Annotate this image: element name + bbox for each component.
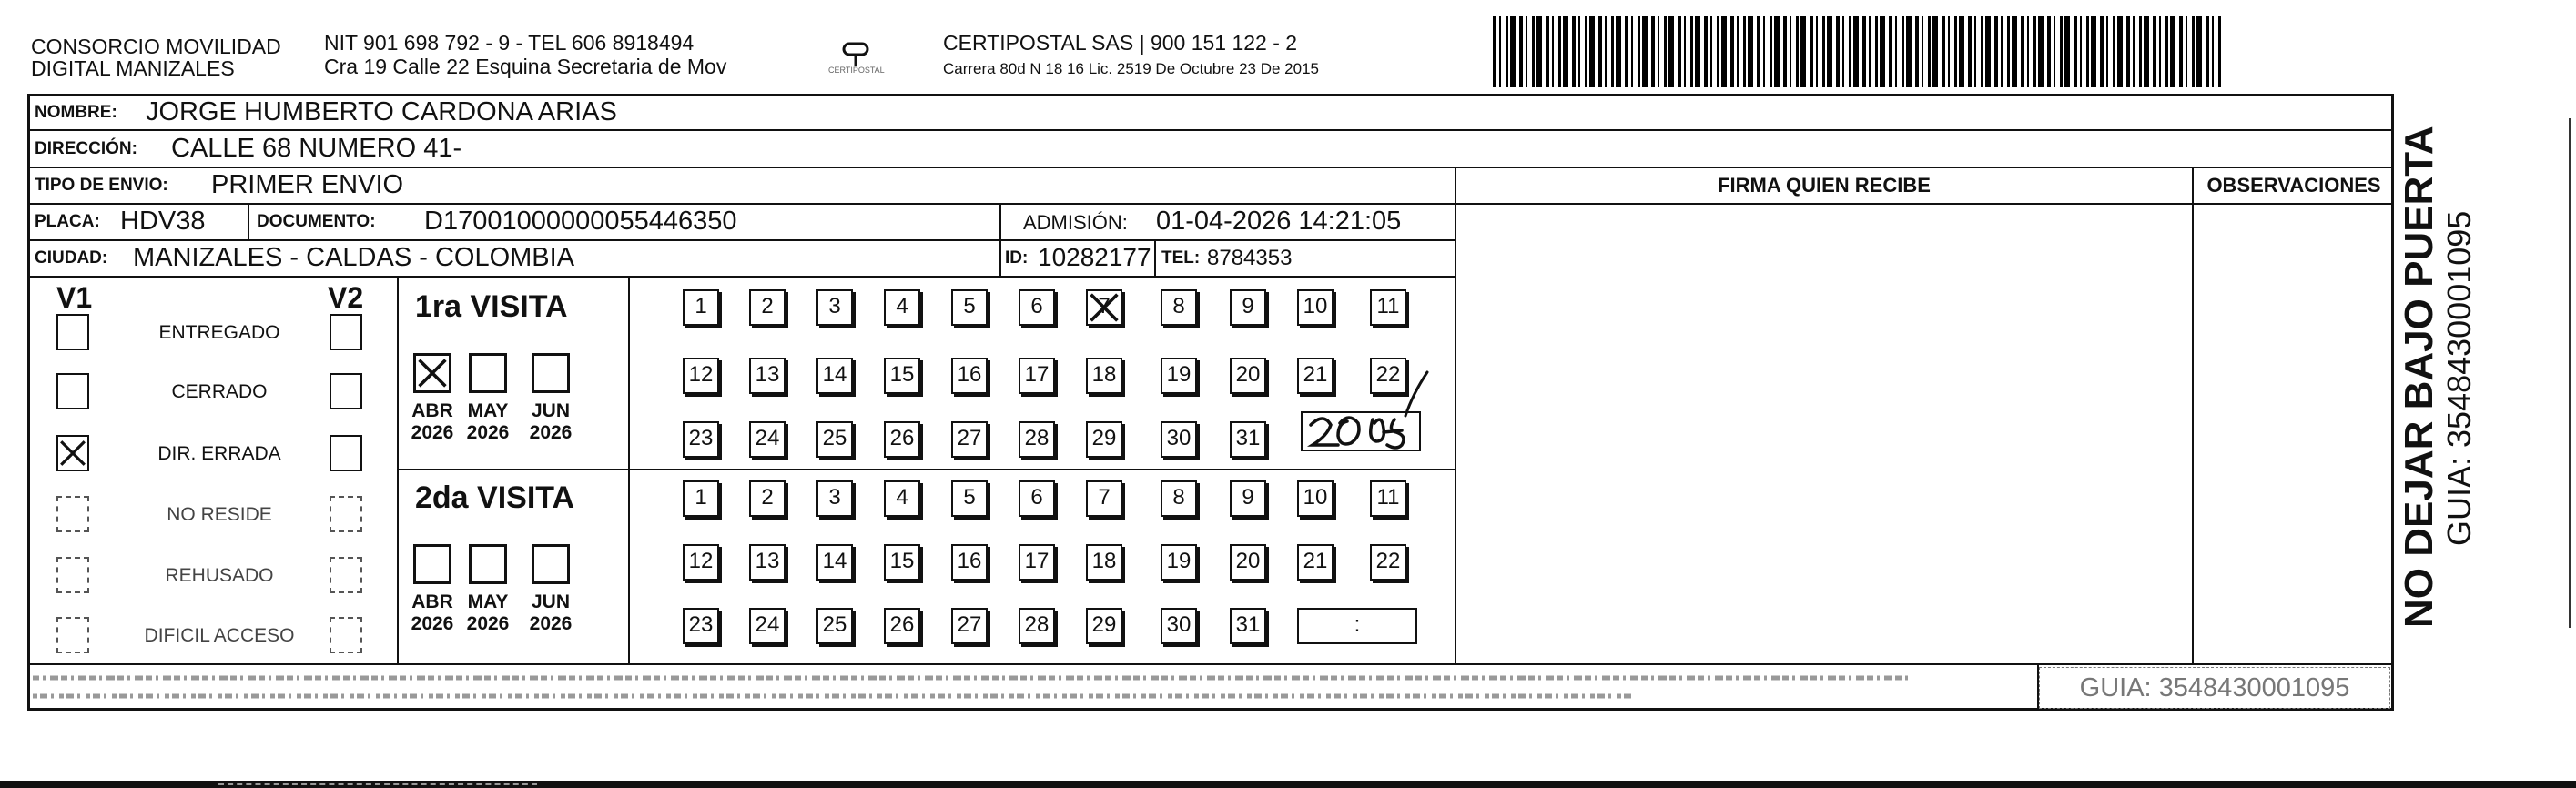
signature-area[interactable]	[1458, 205, 2190, 662]
visit1-title: 1ra VISITA	[415, 289, 568, 324]
month-label: ABR	[411, 400, 453, 421]
day-number: 23	[688, 612, 714, 637]
id-label: ID:	[1005, 248, 1029, 268]
edge-mark	[2569, 118, 2571, 628]
v1-header: V1	[56, 281, 93, 314]
side-warning: NO DEJAR BAJO PUERTA	[2397, 126, 2441, 628]
year-label: 2026	[411, 613, 454, 634]
day-box[interactable]	[1019, 358, 1055, 394]
v1-checkbox[interactable]	[56, 496, 89, 532]
v1-checkbox[interactable]	[56, 373, 89, 409]
day-box[interactable]	[1230, 544, 1266, 581]
day-box[interactable]	[1230, 421, 1266, 458]
day-box[interactable]	[951, 480, 988, 517]
day-box[interactable]	[1086, 480, 1122, 517]
visit2-title: 2da VISITA	[415, 480, 575, 515]
day-number: 15	[889, 549, 915, 573]
day-number: 1	[695, 294, 707, 318]
tipo-envio-value: PRIMER ENVIO	[211, 170, 404, 199]
certipostal-line: CERTIPOSTAL SAS | 900 151 122 - 2	[943, 31, 1298, 55]
day-number: 9	[1242, 294, 1254, 318]
year-label: 2026	[529, 613, 573, 634]
day-box[interactable]	[683, 608, 719, 644]
ciudad-value: MANIZALES - CALDAS - COLOMBIA	[133, 243, 575, 272]
day-box[interactable]	[816, 421, 853, 458]
status-label: CERRADO	[171, 381, 268, 402]
day-number: 5	[963, 294, 976, 318]
day-number: 9	[1242, 485, 1254, 510]
status-label: ENTREGADO	[158, 322, 280, 343]
year-label: 2026	[411, 422, 454, 443]
day-box[interactable]	[1086, 358, 1122, 394]
day-number: 28	[1024, 426, 1050, 450]
status-label: DIR. ERRADA	[157, 443, 281, 464]
day-number: 14	[822, 362, 847, 387]
direccion-label: DIRECCIÓN:	[35, 139, 137, 158]
bottom-dash	[218, 783, 537, 785]
day-number: 8	[1172, 485, 1185, 510]
tel-value: 8784353	[1207, 246, 1293, 270]
day-number: 22	[1375, 362, 1401, 387]
nit-line: NIT 901 698 792 - 9 - TEL 606 8918494	[324, 31, 695, 55]
day-number: 19	[1166, 549, 1192, 573]
placa-value: HDV38	[120, 207, 206, 236]
month-label: JUN	[531, 400, 570, 421]
year-label: 2026	[529, 422, 573, 443]
day-box[interactable]	[1370, 289, 1406, 326]
day-box[interactable]	[1370, 544, 1406, 581]
day-number: 20	[1235, 362, 1261, 387]
day-box[interactable]	[1086, 289, 1122, 326]
v2-checkbox[interactable]	[330, 435, 362, 471]
day-box[interactable]	[816, 480, 853, 517]
day-number: 17	[1024, 549, 1050, 573]
day-box[interactable]	[1230, 608, 1266, 644]
day-number: 16	[957, 362, 982, 387]
day-number: 15	[889, 362, 915, 387]
v1-checkbox[interactable]	[56, 435, 89, 471]
day-box[interactable]	[951, 421, 988, 458]
day-number: 3	[828, 294, 841, 318]
placa-label: PLACA:	[35, 212, 100, 231]
documento-label: DOCUMENTO:	[257, 212, 376, 231]
day-box[interactable]	[884, 480, 920, 517]
day-number: 24	[755, 612, 780, 637]
day-number: 2	[761, 485, 774, 510]
day-box[interactable]	[951, 544, 988, 581]
day-number: 13	[755, 362, 780, 387]
day-number: 21	[1303, 549, 1328, 573]
day-box[interactable]	[1019, 421, 1055, 458]
month-checkbox[interactable]	[469, 353, 507, 393]
day-number: 10	[1303, 294, 1328, 318]
day-box[interactable]	[1230, 289, 1266, 326]
day-box[interactable]	[816, 358, 853, 394]
admision-value: 01-04-2026 14:21:05	[1156, 207, 1402, 236]
day-number: 11	[1376, 294, 1400, 318]
day-number: 28	[1024, 612, 1050, 637]
logo-caption: CERTIPOSTAL	[828, 66, 885, 75]
admision-label: ADMISIÓN:	[1023, 211, 1128, 234]
status-label: DIFICIL ACCESO	[144, 625, 295, 646]
month-checkbox[interactable]	[532, 353, 570, 393]
day-number: 12	[688, 549, 714, 573]
day-number: 24	[755, 426, 780, 450]
nombre-value: JORGE HUMBERTO CARDONA ARIAS	[146, 97, 617, 126]
status-label: REHUSADO	[165, 565, 274, 586]
observations-area[interactable]	[2196, 205, 2392, 662]
day-number: 27	[957, 426, 982, 450]
day-box[interactable]	[749, 421, 786, 458]
day-box[interactable]	[749, 544, 786, 581]
day-box[interactable]	[1161, 544, 1197, 581]
day-box[interactable]	[683, 421, 719, 458]
month-checkbox[interactable]	[469, 544, 507, 584]
day-box[interactable]	[1161, 421, 1197, 458]
day-number: 14	[822, 549, 847, 573]
day-number: 13	[755, 549, 780, 573]
day-box[interactable]	[749, 358, 786, 394]
day-box[interactable]	[1161, 480, 1197, 517]
year-label: 2026	[466, 613, 510, 634]
day-box[interactable]	[1019, 289, 1055, 326]
v1-checkbox[interactable]	[56, 557, 89, 593]
day-number: 8	[1172, 294, 1185, 318]
day-box[interactable]	[683, 358, 719, 394]
v2-checkbox[interactable]	[330, 617, 362, 653]
day-box[interactable]	[1297, 480, 1334, 517]
day-number: 2	[761, 294, 774, 318]
tipo-envio-label: TIPO DE ENVIO:	[35, 176, 168, 195]
day-number: 23	[688, 426, 714, 450]
address-line: Cra 19 Calle 22 Esquina Secretaria de Mov	[324, 55, 727, 78]
day-box[interactable]	[1019, 608, 1055, 644]
day-box[interactable]	[749, 480, 786, 517]
company-name-line1: CONSORCIO MOVILIDAD	[31, 35, 281, 58]
day-number: 12	[688, 362, 714, 387]
nombre-label: NOMBRE:	[35, 103, 117, 122]
barcode-icon	[1493, 16, 2221, 87]
day-box[interactable]	[816, 608, 853, 644]
day-number: 17	[1024, 362, 1050, 387]
day-number: 31	[1235, 612, 1261, 637]
day-box[interactable]	[1161, 608, 1197, 644]
day-box[interactable]	[951, 289, 988, 326]
day-number: 4	[896, 485, 908, 510]
day-box[interactable]	[884, 289, 920, 326]
day-box[interactable]	[884, 421, 920, 458]
v2-checkbox[interactable]	[330, 557, 362, 593]
v1-checkbox[interactable]	[56, 617, 89, 653]
day-number: 16	[957, 549, 982, 573]
day-box[interactable]	[1086, 421, 1122, 458]
month-checkbox[interactable]	[532, 544, 570, 584]
day-box[interactable]	[1230, 480, 1266, 517]
day-box[interactable]	[1019, 480, 1055, 517]
day-number: 19	[1166, 362, 1192, 387]
day-box[interactable]	[683, 289, 719, 326]
day-box[interactable]	[816, 544, 853, 581]
day-number: 25	[822, 426, 847, 450]
day-number: 30	[1166, 426, 1192, 450]
day-number: 11	[1376, 485, 1400, 510]
day-box[interactable]	[1086, 608, 1122, 644]
year-label: 2026	[466, 422, 510, 443]
visit2-time-box[interactable]: :	[1297, 608, 1417, 644]
day-box[interactable]	[1019, 544, 1055, 581]
v2-checkbox[interactable]	[330, 496, 362, 532]
day-box[interactable]	[884, 358, 920, 394]
day-number: 7	[1098, 485, 1111, 510]
day-number: 27	[957, 612, 982, 637]
day-number: 18	[1091, 362, 1117, 387]
day-box[interactable]	[1086, 544, 1122, 581]
direccion-value: CALLE 68 NUMERO 41-	[171, 134, 462, 163]
footer-guia: GUIA: 3548430001095	[2039, 667, 2390, 709]
observaciones-header: OBSERVACIONES	[2206, 174, 2381, 197]
month-checkbox[interactable]	[413, 544, 451, 584]
day-number: 6	[1030, 294, 1043, 318]
day-number: 26	[889, 612, 915, 637]
day-box[interactable]	[749, 289, 786, 326]
v1-checkbox[interactable]	[56, 314, 89, 350]
day-box[interactable]	[1161, 289, 1197, 326]
day-number: 4	[896, 294, 908, 318]
day-box[interactable]	[884, 608, 920, 644]
day-number: 3	[828, 485, 841, 510]
visit1-handwritten-time	[1293, 369, 1429, 464]
license-line: Carrera 80d N 18 16 Lic. 2519 De Octubre 23 De 2015	[943, 60, 1319, 77]
v2-checkbox[interactable]	[330, 373, 362, 409]
visit1-time-text	[1309, 409, 1310, 410]
day-number: 1	[695, 485, 707, 510]
tel-label: TEL:	[1161, 248, 1201, 268]
firma-header: FIRMA QUIEN RECIBE	[1718, 174, 1931, 197]
documento-value: D17001000000055446350	[424, 207, 737, 236]
day-box[interactable]	[884, 544, 920, 581]
day-number: 18	[1091, 549, 1117, 573]
day-box[interactable]	[683, 480, 719, 517]
day-box[interactable]	[1161, 358, 1197, 394]
fine-print	[33, 669, 2026, 705]
day-box[interactable]	[1370, 480, 1406, 517]
day-number: 29	[1091, 426, 1117, 450]
v2-checkbox[interactable]	[330, 314, 362, 350]
day-number: 22	[1375, 549, 1401, 573]
day-number: 26	[889, 426, 915, 450]
company-name-line2: DIGITAL MANIZALES	[31, 56, 235, 80]
ciudad-label: CIUDAD:	[35, 248, 108, 268]
day-box[interactable]	[1297, 544, 1334, 581]
day-box[interactable]	[951, 358, 988, 394]
day-number: 21	[1303, 362, 1328, 387]
day-number: 25	[822, 612, 847, 637]
day-box[interactable]	[749, 608, 786, 644]
status-label: NO RESIDE	[167, 504, 272, 525]
day-box[interactable]	[1297, 289, 1334, 326]
day-number: 20	[1235, 549, 1261, 573]
day-box[interactable]	[1230, 358, 1266, 394]
side-guia: GUIA: 3548430001095	[2440, 210, 2478, 546]
month-checkbox[interactable]	[413, 353, 451, 393]
day-number: 10	[1303, 485, 1328, 510]
day-number: 7	[1098, 294, 1111, 318]
id-value: 10282177	[1038, 243, 1151, 271]
day-number: 31	[1235, 426, 1261, 450]
month-label: MAY	[467, 400, 509, 421]
day-number: 6	[1030, 485, 1043, 510]
day-number: 5	[963, 485, 976, 510]
v2-header: V2	[328, 281, 364, 314]
certipostal-logo-icon	[824, 38, 887, 82]
month-label: MAY	[467, 591, 509, 612]
day-number: 29	[1091, 612, 1117, 637]
day-box[interactable]	[816, 289, 853, 326]
day-number: 30	[1166, 612, 1192, 637]
month-label: JUN	[531, 591, 570, 612]
month-label: ABR	[411, 591, 453, 612]
day-box[interactable]	[683, 544, 719, 581]
day-box[interactable]	[951, 608, 988, 644]
